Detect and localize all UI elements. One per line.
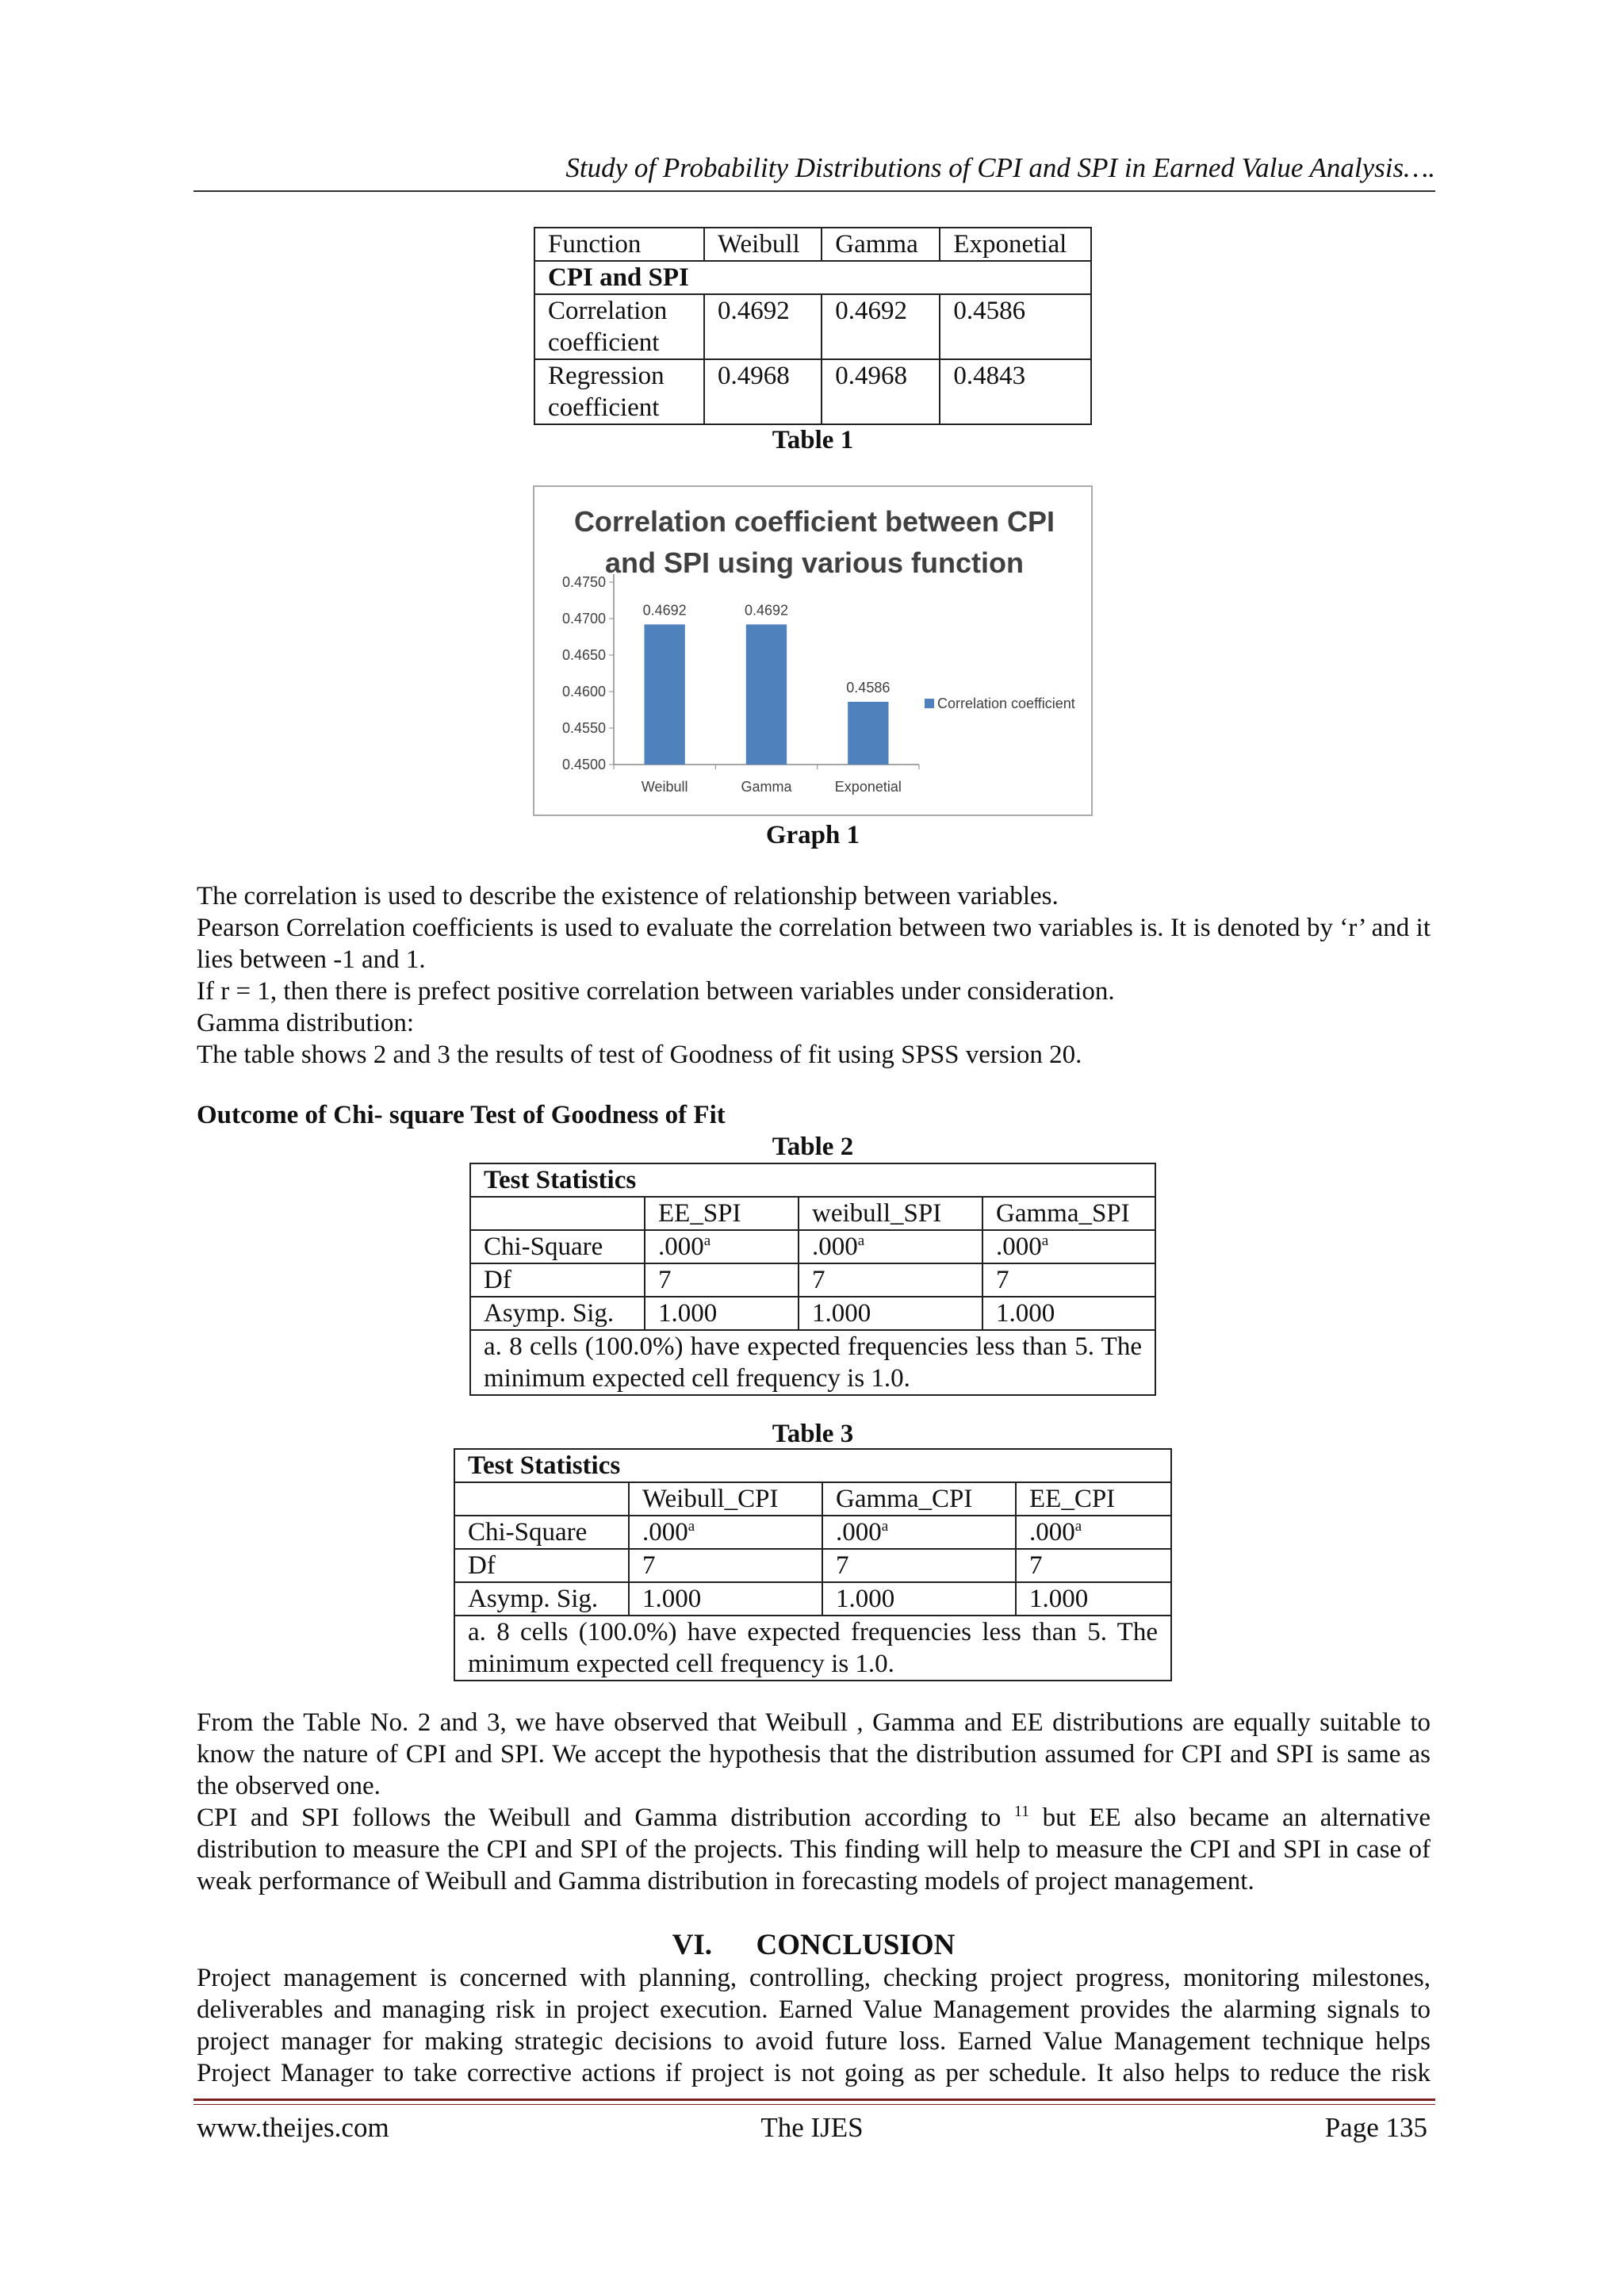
table-row bbox=[534, 294, 1091, 359]
table-3-caption: Table 3 bbox=[772, 1420, 854, 1448]
paragraph: The correlation is used to describe the existence of relationship between variables. bbox=[197, 882, 1059, 910]
running-head: Study of Probability Distributions of CPI and SPI in Earned Value Analysis…. bbox=[565, 152, 1435, 183]
t1-cell: 0.4968 bbox=[704, 359, 822, 424]
t1-row-label: Correlation coefficient bbox=[534, 294, 704, 359]
bar-chart bbox=[534, 487, 1091, 815]
t1-cell: 0.4843 bbox=[940, 359, 1091, 424]
footer-journal: The IJES bbox=[760, 2112, 864, 2143]
x-category-label: Weibull bbox=[641, 779, 688, 795]
footer-rule-thin bbox=[193, 2104, 1435, 2105]
body-text-2 bbox=[197, 1707, 1431, 1897]
t2-row-label: Chi-Square bbox=[470, 1230, 645, 1263]
t1-header-exponetial: Exponetial bbox=[940, 228, 1091, 261]
t1-cell: 0.4586 bbox=[940, 294, 1091, 359]
footer-rule bbox=[193, 2099, 1435, 2101]
t3-cell: 7 bbox=[1016, 1549, 1171, 1582]
t2-cell: 1.000 bbox=[645, 1297, 799, 1330]
chart-title-line-2: and SPI using various function bbox=[604, 546, 1025, 579]
t1-cell: 0.4692 bbox=[704, 294, 822, 359]
t2-cell: 7 bbox=[799, 1263, 982, 1297]
t3-cell: .000$^a$ bbox=[1016, 1516, 1171, 1549]
t2-header-gamma-spi: Gamma_SPI bbox=[982, 1197, 1155, 1230]
t3-header-gamma-cpi: Gamma_CPI bbox=[822, 1482, 1016, 1516]
table-row bbox=[454, 1549, 1171, 1582]
t3-row-label: Asymp. Sig. bbox=[454, 1582, 629, 1616]
table-row bbox=[470, 1263, 1155, 1297]
paragraph: The table shows 2 and 3 the results of test of Goodness of fit using SPSS version 20. bbox=[197, 1041, 1082, 1069]
y-tick-label: 0.4600 bbox=[561, 684, 606, 700]
t1-row-label: Regression coefficient bbox=[534, 359, 704, 424]
t2-title: Test Statistics bbox=[470, 1163, 1155, 1197]
bar-data-label: 0.4586 bbox=[846, 679, 891, 696]
t2-row-label: Asymp. Sig. bbox=[470, 1297, 645, 1330]
chart-frame bbox=[533, 485, 1093, 816]
t3-note: a. 8 cells (100.0%) have expected frequencies less than 5. The minimum expected cell frequency is 1.0. bbox=[454, 1616, 1171, 1681]
table-2-caption: Table 2 bbox=[772, 1133, 854, 1161]
bar bbox=[848, 702, 888, 765]
table-row bbox=[454, 1582, 1171, 1616]
t1-cell: 0.4968 bbox=[822, 359, 940, 424]
t3-cell: 7 bbox=[822, 1549, 1016, 1582]
paragraph: If r = 1, then there is prefect positive correlation between variables under consideration. bbox=[197, 977, 1115, 1006]
section-heading: VI. CONCLUSION bbox=[672, 1929, 956, 1961]
t2-cell: .000$^a$ bbox=[799, 1230, 982, 1263]
t2-header-empty bbox=[470, 1197, 645, 1230]
y-tick-label: 0.4750 bbox=[561, 574, 606, 590]
y-tick-label: 0.4550 bbox=[561, 720, 606, 736]
t3-cell: 7 bbox=[629, 1549, 822, 1582]
t2-header-weibull-spi: weibull_SPI bbox=[799, 1197, 982, 1230]
header-rule bbox=[193, 190, 1435, 192]
paragraph: Gamma distribution: bbox=[197, 1009, 415, 1037]
body-text-1 bbox=[197, 880, 1431, 1071]
t3-row-label: Chi-Square bbox=[454, 1516, 629, 1549]
paragraph: Project management is concerned with planning, controlling, checking project progress, monitoring milestones, deliverables and managing risk in project execution. Earned Value Management provides the alarming signals to project manager for making strategic decisions to avoid future loss. Earned Value Management technique helps Project Manager to take corrective actions if project is not going as per schedule. It also helps to reduce the risk bbox=[197, 1964, 1431, 2087]
paragraph: CPI and SPI follows the Weibull and Gamma distribution according to $^{11}$ but EE also became an alternative distribution to measure the CPI and SPI of the projects. This finding will help to measure the CPI and SPI in case of weak performance of Weibull and Gamma distribution in forecasting models of project management. bbox=[197, 1803, 1431, 1895]
t2-note: a. 8 cells (100.0%) have expected frequencies less than 5. The minimum expected cell frequency is 1.0. bbox=[470, 1330, 1155, 1395]
t3-header-empty bbox=[454, 1482, 629, 1516]
t1-header-gamma: Gamma bbox=[822, 228, 940, 261]
t1-cell: 0.4692 bbox=[822, 294, 940, 359]
t1-header-weibull: Weibull bbox=[704, 228, 822, 261]
conclusion-text bbox=[197, 1962, 1431, 2089]
t1-header-function: Function bbox=[534, 228, 704, 261]
paragraph: From the Table No. 2 and 3, we have observed that Weibull , Gamma and EE distributions are equally suitable to know the nature of CPI and SPI. We accept the hypothesis that the distribution assumed for CPI and SPI is same as the observed one. bbox=[197, 1708, 1431, 1800]
table-row bbox=[454, 1516, 1171, 1549]
table-row bbox=[470, 1230, 1155, 1263]
t2-row-label: Df bbox=[470, 1263, 645, 1297]
x-category-label: Gamma bbox=[741, 779, 792, 795]
y-tick-label: 0.4650 bbox=[561, 647, 606, 663]
footer-website: www.theijes.com bbox=[197, 2112, 389, 2143]
t2-cell: 1.000 bbox=[799, 1297, 982, 1330]
t2-cell: 7 bbox=[645, 1263, 799, 1297]
bar bbox=[645, 624, 685, 765]
chi-square-heading: Outcome of Chi- square Test of Goodness of Fit bbox=[197, 1101, 726, 1129]
y-tick-label: 0.4700 bbox=[561, 611, 606, 627]
t3-header-ee-cpi: EE_CPI bbox=[1016, 1482, 1171, 1516]
bar bbox=[746, 624, 787, 765]
t3-cell: 1.000 bbox=[822, 1582, 1016, 1616]
t2-cell: .000$^a$ bbox=[982, 1230, 1155, 1263]
reference-mark: 11 bbox=[1013, 1803, 1030, 1820]
t3-row-label: Df bbox=[454, 1549, 629, 1582]
t2-header-ee-spi: EE_SPI bbox=[645, 1197, 799, 1230]
legend-label: Correlation coefficient bbox=[937, 696, 1075, 711]
legend-swatch bbox=[925, 699, 934, 708]
x-category-label: Exponetial bbox=[834, 779, 902, 795]
paragraph: Pearson Correlation coefficients is used to evaluate the correlation between two variables is. It is denoted by ‘r’ and it lies between -1 and 1. bbox=[197, 914, 1431, 974]
graph-caption: Graph 1 bbox=[765, 821, 860, 849]
t3-cell: .000$^a$ bbox=[822, 1516, 1016, 1549]
t3-title: Test Statistics bbox=[454, 1449, 1171, 1482]
table-1-caption: Table 1 bbox=[772, 426, 854, 454]
table-2 bbox=[469, 1163, 1156, 1396]
table-1 bbox=[534, 227, 1092, 425]
y-tick-label: 0.4500 bbox=[561, 757, 606, 772]
t2-cell: 1.000 bbox=[982, 1297, 1155, 1330]
t3-cell: .000$^a$ bbox=[629, 1516, 822, 1549]
chart-title-line-1: Correlation coefficient between CPI bbox=[573, 505, 1055, 538]
t3-header-weibull-cpi: Weibull_CPI bbox=[629, 1482, 822, 1516]
bar-data-label: 0.4692 bbox=[642, 602, 687, 619]
t2-cell: 7 bbox=[982, 1263, 1155, 1297]
table-row bbox=[470, 1297, 1155, 1330]
table-row bbox=[534, 359, 1091, 424]
t3-cell: 1.000 bbox=[1016, 1582, 1171, 1616]
t1-group-label: CPI and SPI bbox=[534, 261, 1091, 294]
table-3 bbox=[454, 1448, 1172, 1681]
t3-cell: 1.000 bbox=[629, 1582, 822, 1616]
bar-data-label: 0.4692 bbox=[744, 602, 789, 619]
t2-cell: .000$^a$ bbox=[645, 1230, 799, 1263]
footer-page-number: Page 135 bbox=[1324, 2112, 1427, 2143]
